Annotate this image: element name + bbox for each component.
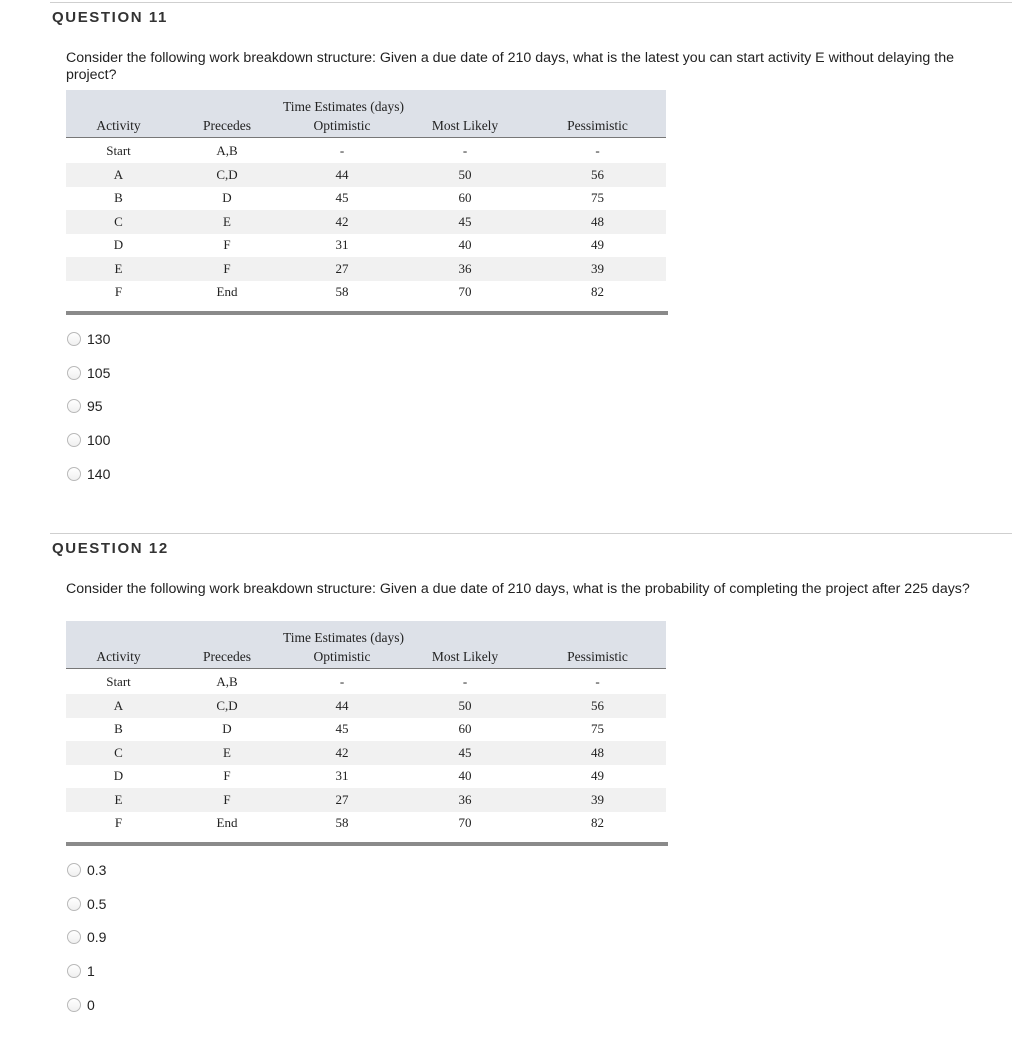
column-header: Precedes (171, 115, 283, 138)
table-row (66, 765, 666, 789)
table-cell: 40 (458, 768, 472, 784)
table-cell: - (462, 673, 468, 689)
column-header: Optimistic (283, 646, 401, 669)
table-row (66, 669, 666, 695)
radio-button[interactable] (67, 964, 81, 978)
column-header: Pessimistic (529, 115, 666, 138)
column-header: Activity (66, 115, 171, 138)
table-cell: 49 (591, 768, 604, 784)
option-label: 0 (87, 997, 95, 1013)
answer-option[interactable] (67, 961, 95, 981)
table-row (66, 788, 666, 812)
option-label: 1 (87, 963, 95, 979)
table-cell: E (171, 210, 283, 234)
table-cell: - (595, 673, 600, 689)
question-12 (0, 531, 1012, 1061)
option-label: 100 (87, 432, 111, 448)
table-row (66, 281, 666, 305)
question-title: QUESTION 11 (52, 9, 168, 26)
table-cell: 36 (401, 788, 529, 812)
table-cell: 50 (401, 694, 529, 718)
table-row (66, 812, 666, 836)
radio-button[interactable] (67, 433, 81, 447)
table-cell: E (171, 741, 283, 765)
table-cell: E (66, 257, 171, 281)
table-cell: D (113, 237, 124, 253)
table-cell: - (462, 142, 468, 158)
table-cell: 75 (591, 190, 604, 206)
table-cell: Start (106, 673, 131, 689)
table-cell: 56 (529, 694, 666, 718)
answer-option[interactable] (67, 464, 110, 484)
radio-button[interactable] (67, 366, 81, 380)
table-cell: 36 (401, 257, 529, 281)
option-label: 140 (87, 466, 111, 482)
option-label: 0.3 (87, 862, 107, 878)
table-cell: F (171, 257, 283, 281)
table-cell: 70 (458, 284, 472, 300)
table-cell: C,D (171, 694, 283, 718)
table-cell: D (222, 190, 232, 206)
table-cell: A,B (216, 142, 238, 158)
question-title: QUESTION 12 (52, 540, 169, 557)
table-cell: 58 (335, 284, 349, 300)
table-cell: 45 (335, 721, 349, 737)
table-cell: 56 (529, 163, 666, 187)
table-cell: F (171, 788, 283, 812)
table-cell: 42 (283, 741, 401, 765)
table-cell: C (66, 741, 171, 765)
table-cell: 31 (335, 237, 349, 253)
table-cell: 44 (283, 163, 401, 187)
table-cell: End (216, 815, 238, 831)
table-cell: 44 (283, 694, 401, 718)
column-header: Activity (66, 646, 171, 669)
table-cell: D (222, 721, 232, 737)
option-label: 95 (87, 398, 103, 414)
question-divider (50, 533, 1012, 534)
table-bottom-rule (66, 311, 668, 315)
table-cell: End (216, 284, 238, 300)
table-cell: F (114, 284, 123, 300)
table-cell: 45 (401, 210, 529, 234)
question-text: Consider the following work breakdown structure: Given a due date of 210 days, what is the latest you can start activity E without delaying the project? (66, 50, 954, 83)
radio-button[interactable] (67, 930, 81, 944)
table-cell: E (66, 788, 171, 812)
table-cell: 49 (591, 237, 604, 253)
time-estimates-header: Time Estimates (days) (283, 90, 529, 115)
table-cell: A,B (216, 673, 238, 689)
table-cell: 48 (529, 741, 666, 765)
table-cell: B (114, 721, 123, 737)
table-cell: 75 (591, 721, 604, 737)
table-row (66, 694, 666, 718)
table-row (66, 741, 666, 765)
table-bottom-rule (66, 842, 668, 846)
table-cell: C,D (171, 163, 283, 187)
answer-option[interactable] (67, 995, 95, 1015)
column-header: Pessimistic (529, 646, 666, 669)
radio-button[interactable] (67, 467, 81, 481)
answer-option[interactable] (67, 430, 110, 450)
table-row (66, 163, 666, 187)
table-cell: 82 (591, 815, 604, 831)
table-cell: - (339, 673, 345, 689)
table-cell: Start (106, 142, 131, 158)
table-cell: C (66, 210, 171, 234)
table-cell: 42 (283, 210, 401, 234)
table-cell: 45 (401, 741, 529, 765)
table-cell: F (223, 768, 231, 784)
table-cell: 70 (458, 815, 472, 831)
table-cell: F (223, 237, 231, 253)
table-cell: 60 (458, 721, 472, 737)
column-header: Most Likely (401, 115, 529, 138)
table-cell: B (114, 190, 123, 206)
radio-button[interactable] (67, 897, 81, 911)
answer-option[interactable] (67, 329, 110, 349)
table-cell: 50 (401, 163, 529, 187)
table-cell: 45 (335, 190, 349, 206)
table-cell: 27 (283, 257, 401, 281)
time-estimates-header: Time Estimates (days) (283, 621, 529, 646)
radio-button[interactable] (67, 332, 81, 346)
table-cell: F (114, 815, 123, 831)
answer-option[interactable] (67, 894, 106, 914)
table-row (66, 187, 666, 211)
column-header: Optimistic (283, 115, 401, 138)
question-divider (50, 2, 1012, 3)
radio-button[interactable] (67, 998, 81, 1012)
table-cell: 40 (458, 237, 472, 253)
table-cell: A (66, 163, 171, 187)
answer-option[interactable] (67, 363, 110, 383)
table-cell: 82 (591, 284, 604, 300)
table-cell: 48 (529, 210, 666, 234)
table-cell: 58 (335, 815, 349, 831)
question-text: Consider the following work breakdown structure: Given a due date of 210 days, what is the probability of completing the project after 225 days? (66, 581, 970, 597)
answer-option[interactable] (67, 860, 106, 880)
table-cell: D (113, 768, 124, 784)
table-cell: 27 (283, 788, 401, 812)
answer-option[interactable] (67, 927, 106, 947)
option-label: 0.5 (87, 896, 107, 912)
table-row (66, 234, 666, 258)
table-cell: 39 (529, 257, 666, 281)
option-label: 105 (87, 365, 111, 381)
table-cell: 31 (335, 768, 349, 784)
table-cell: - (595, 142, 600, 158)
answer-option[interactable] (67, 396, 103, 416)
table-row (66, 257, 666, 281)
column-header: Most Likely (401, 646, 529, 669)
table-cell: - (339, 142, 345, 158)
table-row (66, 718, 666, 742)
table-cell: A (66, 694, 171, 718)
table-row (66, 210, 666, 234)
radio-button[interactable] (67, 399, 81, 413)
table-cell: 39 (529, 788, 666, 812)
radio-button[interactable] (67, 863, 81, 877)
table-cell: 60 (458, 190, 472, 206)
option-label: 130 (87, 331, 111, 347)
column-header: Precedes (171, 646, 283, 669)
option-label: 0.9 (87, 929, 107, 945)
wbs-table (66, 90, 666, 304)
table-row (66, 138, 666, 164)
wbs-table (66, 621, 666, 835)
question-11 (0, 0, 1012, 530)
